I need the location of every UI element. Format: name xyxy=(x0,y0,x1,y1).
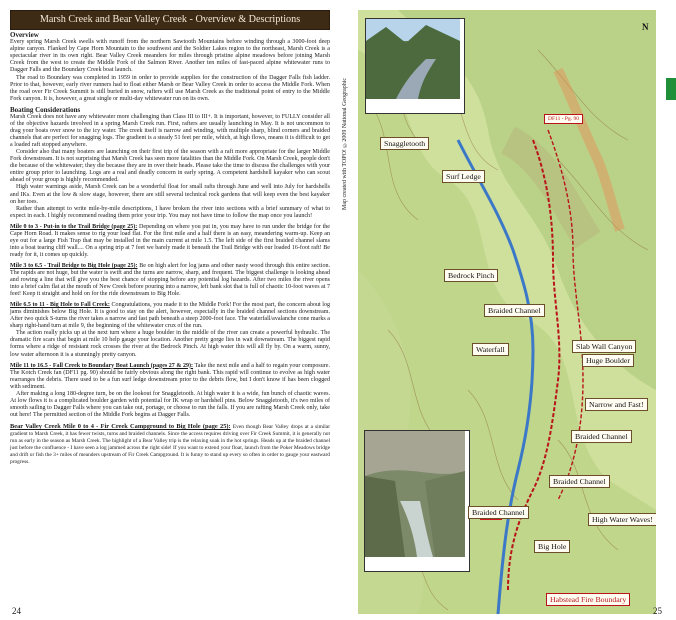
section-body: Take the next mile and a half to regain your composure. The Kotch Creek fan (DF11 pg. 90) should be fairly obvious along the right bank. This rapid will continue to evolve as high water rearranges the debris. There used to be a fun surf ledge downstream prior to the debris flow, but I don't know if has been clogged with sediment. xyxy=(10,362,330,390)
boating-paragraph-2: Consider also that many boaters are launching on their first trip of the season with a raft more appropriate for the larger Middle Fork downstream. It is not surprising that Marsh Creek has seen more fatalities than the Middle Fork. On Marsh Creek, people don't die because of the whitewater; they die because they are in over their heads. Please take the time to discuss the challenges with your entire group prior to launching. Logs are a real and deadly concern in early spring. A competent hardshell kayaker who can scout ahead of your group is highly recommended. xyxy=(10,149,330,184)
map-label-surf-ledge: Surf Ledge xyxy=(442,170,485,183)
map-label-narrow-and-fast: Narrow and Fast! xyxy=(585,398,648,411)
map-label-fire-boundary: Habstead Fire Boundary xyxy=(546,593,630,606)
map-label-braided-channel-1: Braided Channel xyxy=(484,304,545,317)
map-label-big-hole: Big Hole xyxy=(534,540,570,553)
overview-section xyxy=(10,31,330,466)
section-mile-11-16-5 xyxy=(10,363,330,419)
section-title: Mile 6.5 to 11 - Big Hole to Fall Creek: xyxy=(10,302,110,309)
topo-map xyxy=(358,10,656,614)
section-bear-valley xyxy=(10,423,330,466)
section-title: Bear Valley Creek Mile 0 to 4 - Fir Creek Campground to Big Hole (page 25): xyxy=(10,422,231,430)
boating-paragraph-3: High water warnings aside, Marsh Creek can be a wonderful float for small rafts through June and well into July for hardshells and IKs. Even at the low & slow stage, however, there are still several technical rock gardens that will keep even the best kayaker on her toes. xyxy=(10,184,330,205)
map-label-slab-wall-canyon: Slab Wall Canyon xyxy=(572,340,636,353)
boating-paragraph-1: Marsh Creek does not have any whitewater more challenging than Class III to III+. It is important, however, to FULLY consider all of the objective hazards involved in a spring Marsh Creek run. First, rafters are usually launching in May. It is not uncommon to drag your boats over snow to the icy water. The creek itself is narrow and winding, with multiple sharp, blind corners and braided channels that are perfect for snagging logs. The gradient is a steady 51 feet per mile, which, at high flows, means it is difficult to get a loaded raft stopped anywhere. xyxy=(10,114,330,149)
section-body: Even though Bear Valley drops at a similar gradient to Marsh Creek, it has fewer twists, turns and braided channels. Since the access requires driving over Fir Creek Summit, it is generally not run as early in the season as Marsh Creek. The highlight of a Bear Valley trip is the relaxing soak in the hot springs. Heads up at the braided channel just before the confluence - I have seen a log jammed across the right side! If you want to extend your float, launch from the Poker Meadows bridge and drift or fish the 3+ miles of meanders upstream of Fir Creek Campground. It is funny to stand up every so often in order to gauge your eastward progress. xyxy=(10,423,330,466)
map-label-bedrock-pinch: Bedrock Pinch xyxy=(444,269,498,282)
map-label-braided-channel-3: Braided Channel xyxy=(549,475,610,488)
overview-paragraph-1: Every spring Marsh Creek swells with runoff from the northern Sawtooth Mountains before winding through a 3000-foot deep alpine canyon. Flanked by Cape Horn Mountain to the southwest and the Soldier Lakes region to the northeast, Marsh Creek is a spectacular river in its own right. Bear Valley Creek meanders for miles through pristine alpine meadows before joining Marsh Creek from the west to create the Middle Fork of the Salmon River. Another ten miles of fast-paced alpine whitewater runs to Dagger Falls and the Boundary Creek boat launch. xyxy=(10,39,330,74)
section-title: Mile 0 to 3 - Put-in to the Trail Bridge (page 25): xyxy=(10,223,138,230)
photo-slab-wall-canyon xyxy=(365,18,465,114)
map-label-snaggletooth: Snaggletooth xyxy=(380,137,429,150)
photo-kayaking xyxy=(364,430,470,572)
photo-slab-wall-image xyxy=(366,19,460,99)
page-number-left: 24 xyxy=(12,606,21,616)
section-mile-6-5-11 xyxy=(10,302,330,358)
map-label-high-water-waves: High Water Waves! xyxy=(588,513,656,526)
section-body-2: The action really picks up at the next turn where a huge boulder in the middle of the river can create a powerful hydraulic. The dramatic fire scars that begin at mile 10 help gauge your location. Another pretty gorge lies in wait downstream. The biggest rapid forms where a ridge of resistant rock crosses the river at the Bedrock Pinch. At high water this will all fly by. On a warm, sunny, low water afternoon it is a stunningly pretty canyon. xyxy=(10,330,330,358)
df-label: DF11 - Pg. 90 xyxy=(544,114,583,124)
map-label-braided-channel-2: Braided Channel xyxy=(571,430,632,443)
map-label-waterfall: Waterfall xyxy=(472,343,509,356)
photo-kayaking-image xyxy=(365,431,465,557)
map-label-braided-channel-4: Braided Channel xyxy=(468,506,529,519)
page-number-right: 25 xyxy=(653,606,662,616)
section-title: Mile 3 to 6.5 - Trail Bridge to Big Hole (page 25): xyxy=(10,262,138,269)
chapter-tab xyxy=(666,78,676,100)
section-body: Depending on where you put in, you may have to run under the bridge for the Cape Horn Road. It makes sense to rig your load flat. For the first mile and a half there is an easy, meandering warm-up. Keep an eye out for a large Fish Trap that may be installed in the main current at mile 1.5. The left side of the first braided channel slams into a boat tearing cliff wall.... On a spring trip at 7 feet we barely made it beneath the Trail Bridge with our loaded 16-foot raft! Be ready for it, it comes up quickly. xyxy=(10,223,330,258)
section-title: Mile 11 to 16.5 - Fall Creek to Boundary Boat Launch (pages 27 & 29): xyxy=(10,362,194,369)
section-body: Congratulations, you made it to the Middle Fork! For the most part, the concern about log jams diminishes below Big Hole. It is good to stay on the alert, however, especially in the braided channel sections downstream. After two quick S-turns the river takes a narrow and fast path beneath a steep 2000-foot face. The waterfall/avalanche cone marks a sharp right-hand turn at mile 9, the beginning of the whitewater crux of the run. xyxy=(10,302,331,330)
boating-paragraph-4: Rather than attempt to write mile-by-mile descriptions, I have broken the river into sections with a brief summary of what to expect in each. I highly recommend reading them prior your trip. You may not have time to follow the map once you launch! xyxy=(10,205,330,219)
overview-paragraph-2: The road to Boundary was completed in 1959 in order to provide supplies for the construction of the Dagger Falls fish ladder. Prior to that, however, early river runners had to float either Marsh or Bear Valley Creek in order to access the Middle Fork. When the road over Fir Creek Summit is still buried in snow, rafters will use Marsh Creek as the traditional point of entry to the Middle Fork canyon. It is, however, a great single or multi-day whitewater run on its own. xyxy=(10,74,330,102)
map-label-huge-boulder: Huge Boulder xyxy=(582,354,634,367)
section-mile-3-6-5 xyxy=(10,263,330,298)
left-page xyxy=(10,10,330,614)
section-body-2: After making a long 180-degree turn, be on the lookout for Snaggletooth. At high water it is a wide, fun bunch of chaotic waves. At low flows it is a complicated boulder garden with potential for IK wrap or hardshell pins. Below Snaggletooth, it's two miles of smooth sailing to Dagger Falls where you can take out, portage, or choose to run the falls. If you are rafting Marsh Creek only, take out here! The permitted section of the Middle Fork begins at Dagger Falls. xyxy=(10,390,330,418)
overview-title: Overview xyxy=(10,31,39,39)
map-credit: Map created with TOPO! ©2009 National Geographic xyxy=(342,77,348,210)
section-mile-0-3 xyxy=(10,224,330,259)
section-body: Be on high alert for log jams and other nasty wood through this entire section. The rapids are not huge, but the water is swift and the turns are narrow, sharp, and frequent. The biggest challenge is looking ahead and rowing a line that will give you the best chance of stopping before any potential log hazards. After two miles the river opens into a brief calm flat at the mouth of New Creek before pouring into a narrow, left bank slot that is full of chaotic 10-foot waves at 7 feet! Keep it straight and hold on for the ride downstream to Big Hole. xyxy=(10,262,330,298)
north-arrow-icon: N xyxy=(642,22,649,32)
page-header: Marsh Creek and Bear Valley Creek - Overview & Descriptions xyxy=(10,10,330,30)
boating-title: Boating Considerations xyxy=(10,105,81,114)
